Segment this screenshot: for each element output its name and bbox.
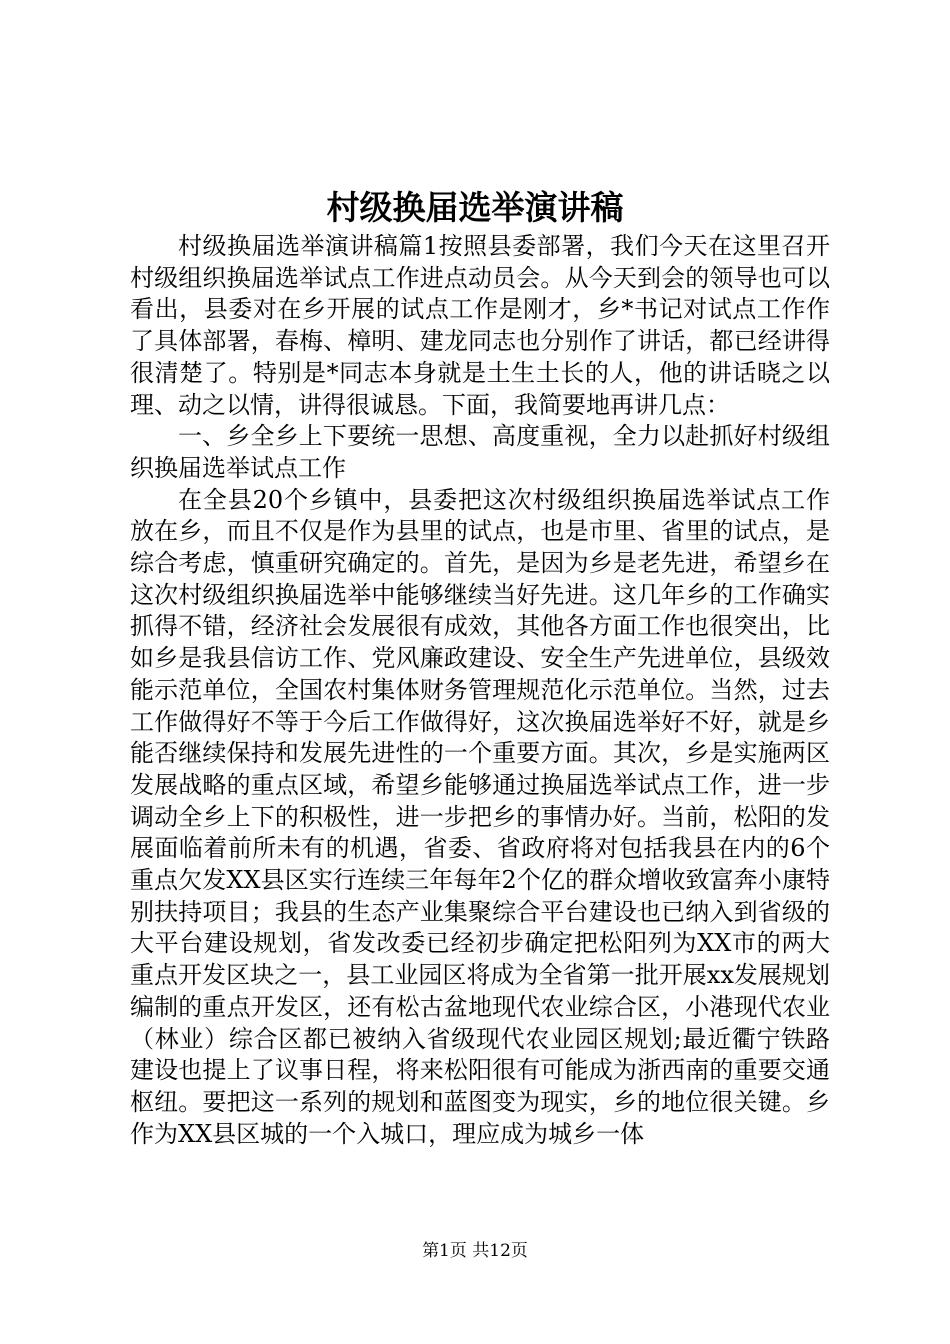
document-title: 村级换届选举演讲稿 [326,188,624,227]
page-number-footer: 第1页 共12页 [422,1241,528,1261]
body-paragraph-main: 在全县20个乡镇中，县委把这次村级组织换届选举试点工作放在乡，而且不仅是作为县里的试点，也是市里、省里的试点，是综合考虑，慎重研究确定的。首先，是因为乡是老先进，希望乡在这次村级组织换届选举中能够继续当好先进。这几年乡的工作确实抓得不错，经济社会发展很有成效，其他各方面工作也很突出，比如乡是我县信访工作、党风廉政建设、安全生产先进单位，县级效能示范单位，全国农村集体财务管理规范化示范单位。当然，过去工作做得好不等于今后工作做得好，这次换届选举好不好，就是乡能否继续保持和发展先进性的一个重要方面。其次，乡是实施两区发展战略的重点区域，希望乡能够通过换届选举试点工作，进一步调动全乡上下的积极性，进一步把乡的事情办好。当前，松阳的发展面临着前所未有的机遇，省委、省政府将对包括我县在内的6个重点欠发XX县区实行连续三年每年2个亿的群众增收致富奔小康特别扶持项目；我县的生态产业集聚综合平台建设也已纳入到省级的大平台建设规划，省发改委已经初步确定把松阳列为XX市的两大重点开发区块之一，县工业园区将成为全省第一批开展xx发展规划编制的重点开发区，还有松古盆地现代农业综合区，小港现代农业（林业）综合区都已被纳入省级现代农业园区规划;最近衢宁铁路建设也提上了议事日程，将来松阳很有可能成为浙西南的重要交通枢纽。要把这一系列的规划和蓝图变为现实，乡的地位很关键。乡作为XX县区城的一个入城口，理应成为城乡一体 [130,485,830,1148]
document-body [130,231,830,1150]
body-paragraph-intro: 村级换届选举演讲稿篇1按照县委部署，我们今天在这里召开村级组织换届选举试点工作进点动员会。从今天到会的领导也可以看出，县委对在乡开展的试点工作是刚才，乡*书记对试点工作作了具体部署，春梅、樟明、建龙同志也分别作了讲话，都已经讲得很清楚了。特别是*同志本身就是土生土长的人，他的讲话晓之以理、动之以情，讲得很诚恳。下面，我简要地再讲几点： [130,232,830,419]
body-paragraph-heading-1: 一、乡全乡上下要统一思想、高度重视，全力以赴抓好村级组织换届选举试点工作 [130,422,830,482]
